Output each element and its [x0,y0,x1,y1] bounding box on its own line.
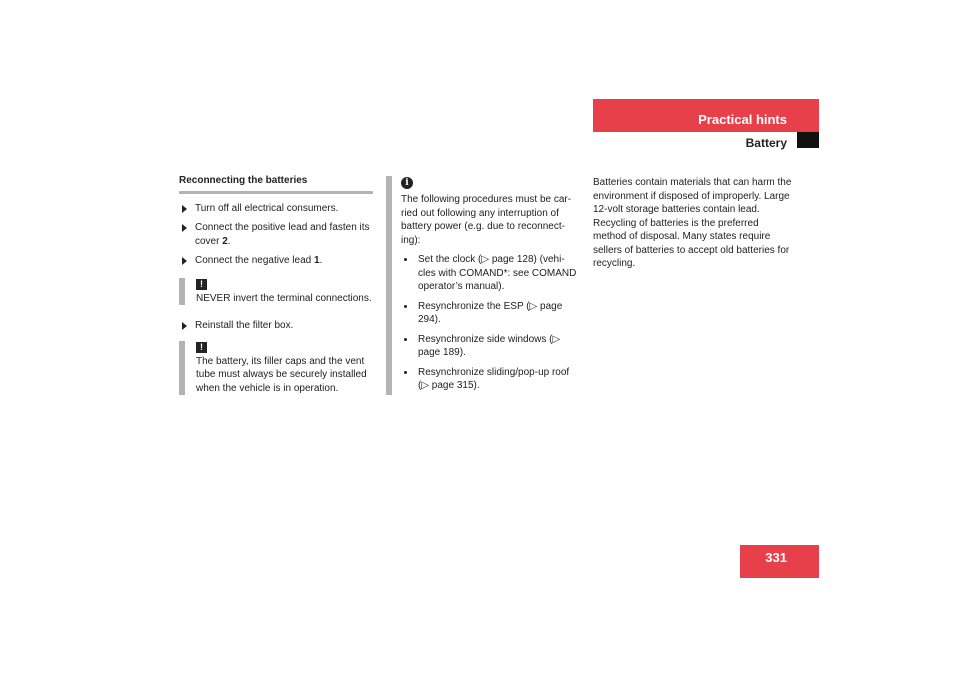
warning-note [179,341,373,396]
step-text: Connect the positive lead and fasten its cover [195,222,370,247]
step-text: Reinstall the filter box. [195,320,294,331]
info-list [401,253,579,393]
info-bar [386,176,392,395]
step-end: . [227,235,231,247]
info-icon: i [401,177,413,189]
info-item [401,300,579,327]
warning-icon: ! [196,279,207,290]
section-title: Practical hints [698,112,787,127]
dot-bullet-icon [404,371,407,374]
note-bar [179,341,185,396]
info-intro: The following procedures must be car-ried out following any interruption of battery power (e.g. due to reconnect-ing): [401,194,572,246]
step-item [179,319,373,333]
header-marker [797,132,819,148]
info-item [401,333,579,360]
subsection-title: Battery [745,136,787,150]
page-number-box [740,545,819,578]
info-item [401,366,579,393]
header-band [593,99,819,132]
info-item-text: Resynchronize sliding/pop-up roof (▷ page 315). [418,366,570,391]
note-bar [179,278,185,306]
info-item-text: Set the clock (▷ page 128) (vehi-cles with COMAND*: see COMAND operator’s manual). [418,254,577,292]
dot-bullet-icon [404,258,407,261]
warning-note [179,278,373,306]
step-text: Turn off all electrical consumers. [195,202,339,214]
arrow-bullet-icon [182,205,187,213]
info-item [401,253,579,294]
arrow-bullet-icon [182,257,187,265]
step-ref: 2 [222,235,228,247]
subsection-title-area [593,132,819,150]
warning-icon: ! [196,342,207,353]
column-left [179,174,373,405]
step-item [179,254,373,268]
section-heading: Reconnecting the batteries [179,174,373,194]
column-right [593,176,793,271]
step-list [179,319,373,333]
arrow-bullet-icon [182,224,187,232]
recycling-paragraph: Batteries contain materials that can harm the environment if disposed of improperly. Large 12-volt storage batteries contain lead. Recycling of batteries is the preferred method of disposal. Many states require sellers of batteries to accept old batteries for recycling. [593,177,792,269]
step-end: . [319,255,323,266]
dot-bullet-icon [404,305,407,308]
step-item [179,221,373,248]
info-item-text: Resynchronize side windows (▷ page 189). [418,333,561,358]
step-list [179,202,373,268]
step-text: Connect the negative lead [195,255,314,266]
step-ref: 1 [313,255,320,266]
warning-text: NEVER invert the terminal connections. [196,292,372,304]
dot-bullet-icon [404,338,407,341]
step-item [179,202,373,216]
warning-text: The battery, its filler caps and the vent tube must always be securely installed when the vehicle is in operation. [196,355,367,394]
info-box [401,176,579,399]
arrow-bullet-icon [182,322,187,330]
info-item-text: Resynchronize the ESP (▷ page 294). [418,300,563,325]
page-number: 331 [765,550,787,565]
